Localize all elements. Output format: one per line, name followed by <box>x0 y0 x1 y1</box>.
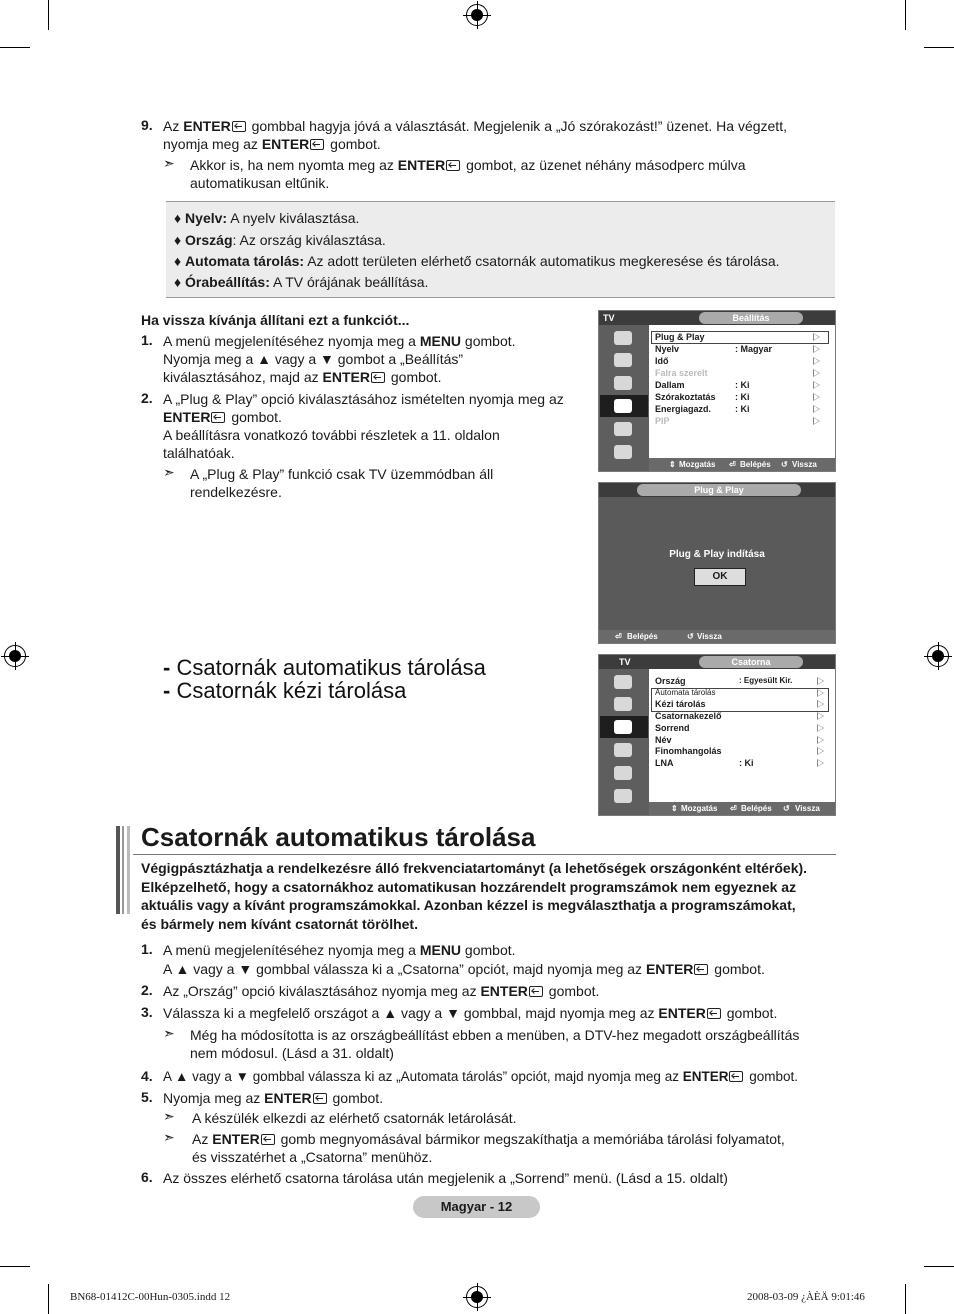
arrow-right-icon <box>817 736 824 744</box>
main-heading: Csatornák automatikus tárolása <box>141 822 536 852</box>
screen-title: Plug & Play <box>637 484 801 496</box>
menu-item-disabled: PIP <box>655 416 670 426</box>
channel-icon <box>614 720 632 734</box>
menu-item[interactable]: Finomhangolás <box>655 746 722 756</box>
move-icon: ⇕ <box>669 460 676 469</box>
screen-source-label: TV <box>619 657 631 667</box>
arrow-right-icon <box>817 677 824 685</box>
picture-icon <box>614 675 632 689</box>
screen-title: Beállítás <box>699 312 803 324</box>
step-5-note-2: Az ENTER gomb megnyomásával bármikor megszakíthatja a memóriába tárolási folyamatot, és visszatérhet a „Csatorna” menühöz. <box>192 1131 785 1165</box>
step-number: 3. <box>141 1004 153 1020</box>
enter-icon <box>694 964 708 975</box>
menu-item[interactable]: Név <box>655 735 672 745</box>
enter-icon <box>232 121 246 132</box>
enter-icon <box>729 1071 743 1082</box>
step-9-text: Az ENTER gombbal hagyja jóvá a választását. Megjelenik a „Jó szórakozást!” üzenet. Ha végzett, nyomja meg az ENTER gombot. <box>163 118 787 152</box>
tv-screen-setup-menu <box>598 310 836 472</box>
arrow-right-icon <box>813 369 820 377</box>
application-icon <box>614 789 632 803</box>
return-icon: ↺ <box>687 632 694 641</box>
file-name: BN68-01412C-00Hun-0305.indd 12 <box>70 1291 231 1303</box>
menu-item[interactable]: Sorrend <box>655 723 690 733</box>
options-summary-box <box>166 201 835 298</box>
enter-icon <box>371 372 385 383</box>
arrow-right-icon <box>813 357 820 365</box>
enter-icon <box>211 412 225 423</box>
menu-item-disabled: Falra szerelt <box>655 368 708 378</box>
menu-item-value: : Ki <box>735 404 750 414</box>
move-icon: ⇕ <box>671 804 678 813</box>
list-item: ♦ Automata tárolás: Az adott területen elérhető csatornák automatikus megkeresése és tárolása. <box>174 253 780 269</box>
sound-icon <box>614 353 632 367</box>
setup-icon <box>614 743 632 757</box>
arrow-right-icon <box>813 405 820 413</box>
enter-icon: ⏎ <box>615 632 622 641</box>
note-arrow-icon: ➣ <box>163 464 175 480</box>
print-date: 2008-03-09 ¿ÀÈÄ 9:01:46 <box>747 1291 865 1303</box>
crop-mark <box>924 1266 954 1267</box>
enter-icon <box>261 1134 275 1145</box>
step-number: 2. <box>141 390 153 406</box>
arrow-right-icon <box>817 689 824 697</box>
setup-icon <box>614 399 632 413</box>
arrow-right-icon <box>817 759 824 767</box>
enter-icon <box>313 1093 327 1104</box>
tv-screen-plug-and-play <box>598 482 836 644</box>
screen-footer: ⏎ Belépés ↺ Vissza <box>599 630 835 643</box>
main-step-2: Az „Ország” opció kiválasztásához nyomja meg az ENTER gombot. <box>163 983 600 999</box>
step-number: 6. <box>141 1169 153 1185</box>
crop-mark <box>905 1284 906 1314</box>
menu-item[interactable]: LNA <box>655 758 674 768</box>
arrow-right-icon <box>817 700 824 708</box>
menu-item[interactable]: Ország <box>655 676 686 686</box>
heading-bar <box>122 826 124 914</box>
step-number: 1. <box>141 941 153 957</box>
note-arrow-icon: ➣ <box>163 1129 175 1145</box>
input-icon <box>614 766 632 780</box>
page-number-badge: Magyar - 12 <box>413 1196 540 1218</box>
reset-note: A „Plug & Play” funkció csak TV üzemmódban áll rendelkezésre. <box>190 466 494 500</box>
screen-footer: ⇕ Mozgatás ⏎ Belépés ↺ Vissza <box>649 458 835 471</box>
arrow-right-icon <box>813 417 820 425</box>
step-number: 2. <box>141 982 153 998</box>
heading-divider <box>133 854 836 855</box>
intro-text: Végigpásztázhatja a rendelkezésre álló frekvenciatartományt (a lehetőségek országonként eltérőek). Elképzelhető, hogy a csatornákhoz automatikusan hozzárendelt programszámok nem egyeznek az aktuális vagy a kívánt programszámokkal. Azonban kézzel is megválaszthatja a programszámokat, és bármely nem kívánt csatornát törölhet. <box>141 860 808 932</box>
arrow-right-icon <box>813 345 820 353</box>
note-arrow-icon: ➣ <box>163 155 175 171</box>
crop-mark <box>905 0 906 30</box>
step-number: 9. <box>141 117 153 133</box>
step-number: 5. <box>141 1089 153 1105</box>
menu-item-value: : Ki <box>735 392 750 402</box>
menu-item[interactable]: Kézi tárolás <box>655 699 706 709</box>
step-5-note-1: A készülék elkezdi az elérhető csatornák letárolását. <box>192 1110 517 1126</box>
menu-item-value: : Egyesült Kir. <box>739 676 793 685</box>
menu-item[interactable]: Automata tárolás <box>655 688 716 697</box>
heading-bar <box>127 826 130 914</box>
channel-icon <box>614 376 632 390</box>
registration-mark-icon <box>4 645 26 667</box>
main-step-6: Az összes elérhető csatorna tárolása után megjelenik a „Sorrend” menü. (Lásd a 15. oldalt) <box>163 1170 728 1186</box>
enter-icon <box>446 160 460 171</box>
reset-heading: Ha vissza kívánja állítani ezt a funkciót... <box>141 312 410 328</box>
application-icon <box>614 445 632 459</box>
step-3-note: Még ha módosította is az országbeállítást ebben a menüben, a DTV-hez megadott országbeállítás nem módosul. (Lásd a 31. oldalt) <box>190 1027 800 1061</box>
arrow-right-icon <box>817 712 824 720</box>
menu-item[interactable]: Dallam <box>655 380 685 390</box>
step-9-note: Akkor is, ha nem nyomta meg az ENTER gombot, az üzenet néhány másodperc múlva automatikusan eltűnik. <box>190 157 746 191</box>
crop-mark <box>48 1284 49 1314</box>
menu-item-value: : Ki <box>739 758 754 768</box>
heading-bar <box>116 826 120 914</box>
menu-item-value: : Ki <box>735 380 750 390</box>
menu-item[interactable]: Csatornakezelő <box>655 711 722 721</box>
menu-item[interactable]: Nyelv <box>655 344 680 354</box>
list-item: ♦ Ország: Az ország kiválasztása. <box>174 232 386 248</box>
screen-source-label: TV <box>603 313 615 323</box>
enter-icon: ⏎ <box>729 460 736 469</box>
menu-item[interactable]: Energiagazd. <box>655 404 712 414</box>
step-number: 1. <box>141 332 153 348</box>
return-icon: ↺ <box>781 460 788 469</box>
list-item: ♦ Nyelv: A nyelv kiválasztása. <box>174 210 360 226</box>
menu-item[interactable]: Idő <box>655 356 669 366</box>
menu-sidebar <box>599 669 649 815</box>
reset-step-1: A menü megjelenítéséhez nyomja meg a MENU gombot. Nyomja meg a ▲ vagy a ▼ gombot a „Beállítás” kiválasztásához, majd az ENTER gombot. <box>163 333 516 385</box>
section-title-auto-store: - Csatornák automatikus tárolása <box>163 655 486 680</box>
input-icon <box>614 422 632 436</box>
tv-screen-channel-menu <box>598 654 836 816</box>
enter-icon <box>529 986 543 997</box>
arrow-right-icon <box>817 724 824 732</box>
reset-step-2: A „Plug & Play” opció kiválasztásához ismételten nyomja meg az ENTER gombot. A beállításra vonatkozó további részletek a 11. oldalon találhatóak. <box>163 391 564 461</box>
arrow-right-icon <box>813 381 820 389</box>
enter-icon <box>310 139 324 150</box>
ok-button[interactable]: OK <box>694 568 746 586</box>
step-number: 4. <box>141 1068 153 1084</box>
crop-mark <box>48 0 49 30</box>
arrow-right-icon <box>813 393 820 401</box>
main-step-3: Válassza ki a megfelelő országot a ▲ vagy a ▼ gombbal, majd nyomja meg az ENTER gombot. <box>163 1005 778 1021</box>
main-step-4: A ▲ vagy a ▼ gombbal válassza ki az „Automata tárolás” opciót, majd nyomja meg az ENTER gombot. <box>163 1069 799 1084</box>
note-arrow-icon: ➣ <box>163 1108 175 1124</box>
plug-and-play-message: Plug & Play indítása <box>669 549 765 560</box>
registration-mark-icon <box>466 4 488 26</box>
sound-icon <box>614 697 632 711</box>
screen-footer: ⇕ Mozgatás ⏎ Belépés ↺ Vissza <box>649 802 835 815</box>
menu-sidebar <box>599 325 649 471</box>
crop-mark <box>0 1266 30 1267</box>
menu-item[interactable]: Szórakoztatás <box>655 392 716 402</box>
enter-icon <box>707 1008 721 1019</box>
menu-item-value: : Magyar <box>735 344 773 354</box>
registration-mark-icon <box>466 1286 488 1308</box>
picture-icon <box>614 331 632 345</box>
return-icon: ↺ <box>783 804 790 813</box>
section-title-manual-store: - Csatornák kézi tárolása <box>163 678 407 703</box>
crop-mark <box>924 47 954 48</box>
registration-mark-icon <box>927 645 949 667</box>
menu-item[interactable]: Plug & Play <box>655 332 705 342</box>
main-step-5: Nyomja meg az ENTER gombot. <box>163 1090 384 1106</box>
crop-mark <box>0 47 30 48</box>
screen-title: Csatorna <box>699 656 803 668</box>
main-step-1: A menü megjelenítéséhez nyomja meg a MENU gombot. A ▲ vagy a ▼ gombbal válassza ki a „Csatorna” opciót, majd nyomja meg az ENTER gombot. <box>163 942 765 977</box>
note-arrow-icon: ➣ <box>163 1025 175 1041</box>
enter-icon: ⏎ <box>730 804 737 813</box>
arrow-right-icon <box>813 333 820 341</box>
arrow-right-icon <box>817 747 824 755</box>
list-item: ♦ Órabeállítás: A TV órájának beállítása. <box>174 274 429 290</box>
